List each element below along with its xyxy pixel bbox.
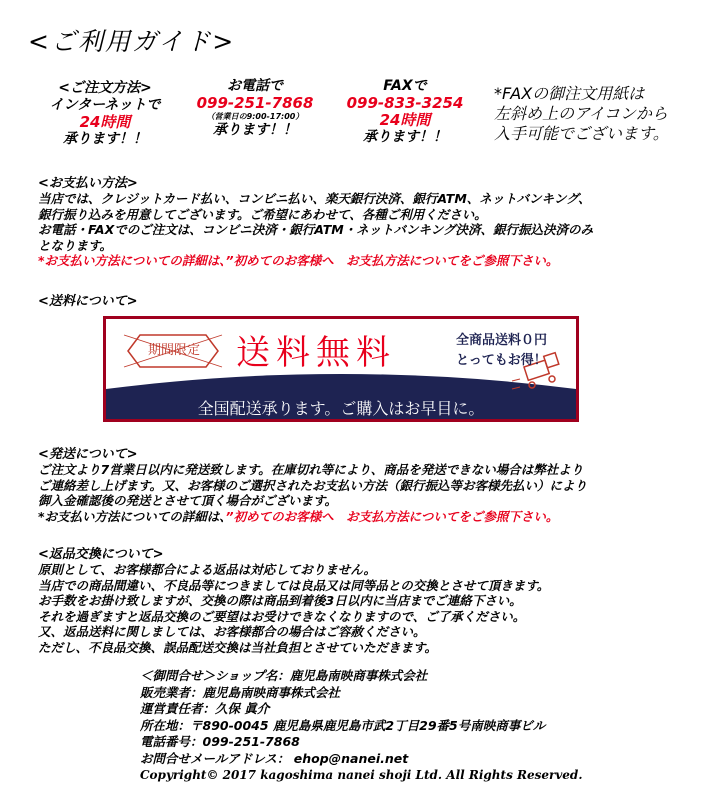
returns-heading: <返品交換について>	[38, 547, 164, 562]
banner-sub1: 全商品送料０円	[456, 333, 548, 348]
phone-number: 099-251-7868	[196, 94, 314, 112]
contact-phone: 電話番号：099-251-7868	[140, 734, 300, 749]
page-title: <ご利用ガイド>	[28, 27, 236, 56]
payment-heading: <お支払い方法>	[38, 176, 138, 191]
delivery-heading: <発送について>	[38, 447, 138, 462]
delivery-line: ご注文より7営業日以内に発送致します。在庫切れ等により、商品を発送できない場合は弊社より	[38, 462, 584, 477]
returns-line: お手数をお掛け致しますが、交換の際は商品到着後3日以内に当店までご連絡下さい。	[38, 593, 522, 608]
contact-manager: 運営責任者：久保 眞介	[140, 701, 270, 716]
contact-section	[140, 668, 583, 784]
contact-seller: 販売業者：鹿児島南映商事株式会社	[140, 684, 341, 700]
order-phone	[180, 78, 330, 139]
delivery-note-prefix: *お支払い方法についての詳細は、	[38, 508, 226, 524]
banner-limited: 期間限定	[147, 343, 200, 358]
note-line: 左斜め上のアイコンから	[494, 104, 668, 123]
contact-email[interactable]: お問合せメールアドレス： ehop@nanei.net	[140, 750, 409, 766]
delivery-line: ご連絡差し上げます。又、お客様のご選択されたお支払い方法（銀行振込等お客様先払い）により	[38, 477, 588, 493]
payment-line: となります。	[38, 237, 113, 253]
fax-number: 099-833-3254	[346, 94, 464, 112]
phone-heading: お電話で	[227, 78, 283, 94]
free-shipping-banner	[103, 316, 579, 422]
returns-line: 当店での商品間違い、不良品等につきましては良品又は同等品との交換とさせて頂きます。	[38, 577, 550, 593]
returns-line: ただし、不良品交換、誤品配送交換は当社負担とさせていただきます。	[38, 639, 438, 655]
returns-line: 又、返品送料に関しましては、お客様都合の場合はご容赦ください。	[38, 624, 426, 639]
internet-accept: 承ります！！	[63, 131, 147, 147]
returns-line: 原則として、お客様都合による返品は対応しておりません。	[38, 562, 377, 577]
fax-heading: FAXで	[383, 78, 427, 94]
payment-line: 当店では、クレジットカード払い、コンビニ払い、楽天銀行決済、銀行ATM、ネットバンキング、	[38, 191, 591, 206]
fax-accept: 承ります！！	[363, 129, 447, 145]
copyright: Copyright© 2017 kagoshima nanei shoji Ltd. All Rights Reserved.	[140, 768, 583, 782]
payment-detail-link[interactable]: *お支払い方法についての詳細は、”初めてのお客様へ お支払方法についてをご参照下さい。	[38, 253, 559, 268]
contact-address: 所在地：〒890-0045 鹿児島県鹿児島市武2丁目29番5号南映商事ビル	[140, 717, 546, 733]
payment-line: お電話・FAXでのご注文は、コンビニ決済・銀行ATM・ネットバンキング決済、銀行振込決済のみ	[38, 222, 594, 237]
phone-accept: 承ります！！	[213, 122, 297, 138]
contact-shop: ＜御問合せ＞ショップ名：鹿児島南映商事株式会社	[140, 668, 428, 683]
delivery-note	[38, 509, 587, 525]
shipping-fee-heading: <送料について>	[38, 294, 138, 309]
fax-form-note	[494, 84, 669, 144]
internet-hours: 24時間	[79, 113, 131, 131]
payment-section	[38, 172, 593, 269]
delivery-line: 御入金確認後の発送とさせて頂く場合がございます。	[38, 493, 338, 508]
returns-line: それを過ぎますと返品交換のご要望はお受けできなくなりますので、ご了承ください。	[38, 608, 526, 624]
banner-bottom-text: 全国配送承ります。ご購入はお早目に。	[197, 399, 485, 418]
banner-main: 送料無料	[236, 333, 396, 373]
order-heading: <ご注文方法>	[58, 80, 152, 96]
note-line: *FAXの御注文用紙は	[494, 84, 645, 103]
delivery-section	[38, 443, 587, 524]
note-line: 入手可能でございます。	[494, 124, 669, 143]
fax-hours: 24時間	[379, 111, 431, 129]
internet-line: インターネットで	[49, 97, 161, 113]
banner-sub2: とってもお得！	[456, 353, 547, 368]
payment-line: 銀行振り込みを用意してございます。ご希望にあわせて、各種ご利用ください。	[38, 206, 487, 222]
order-internet	[30, 80, 180, 148]
phone-hours: （営業日の9:00-17:00）	[206, 112, 304, 121]
delivery-detail-link[interactable]: ”初めてのお客様へ お支払方法についてをご参照下さい。	[225, 508, 559, 524]
order-fax	[330, 78, 480, 146]
returns-section	[38, 543, 549, 655]
